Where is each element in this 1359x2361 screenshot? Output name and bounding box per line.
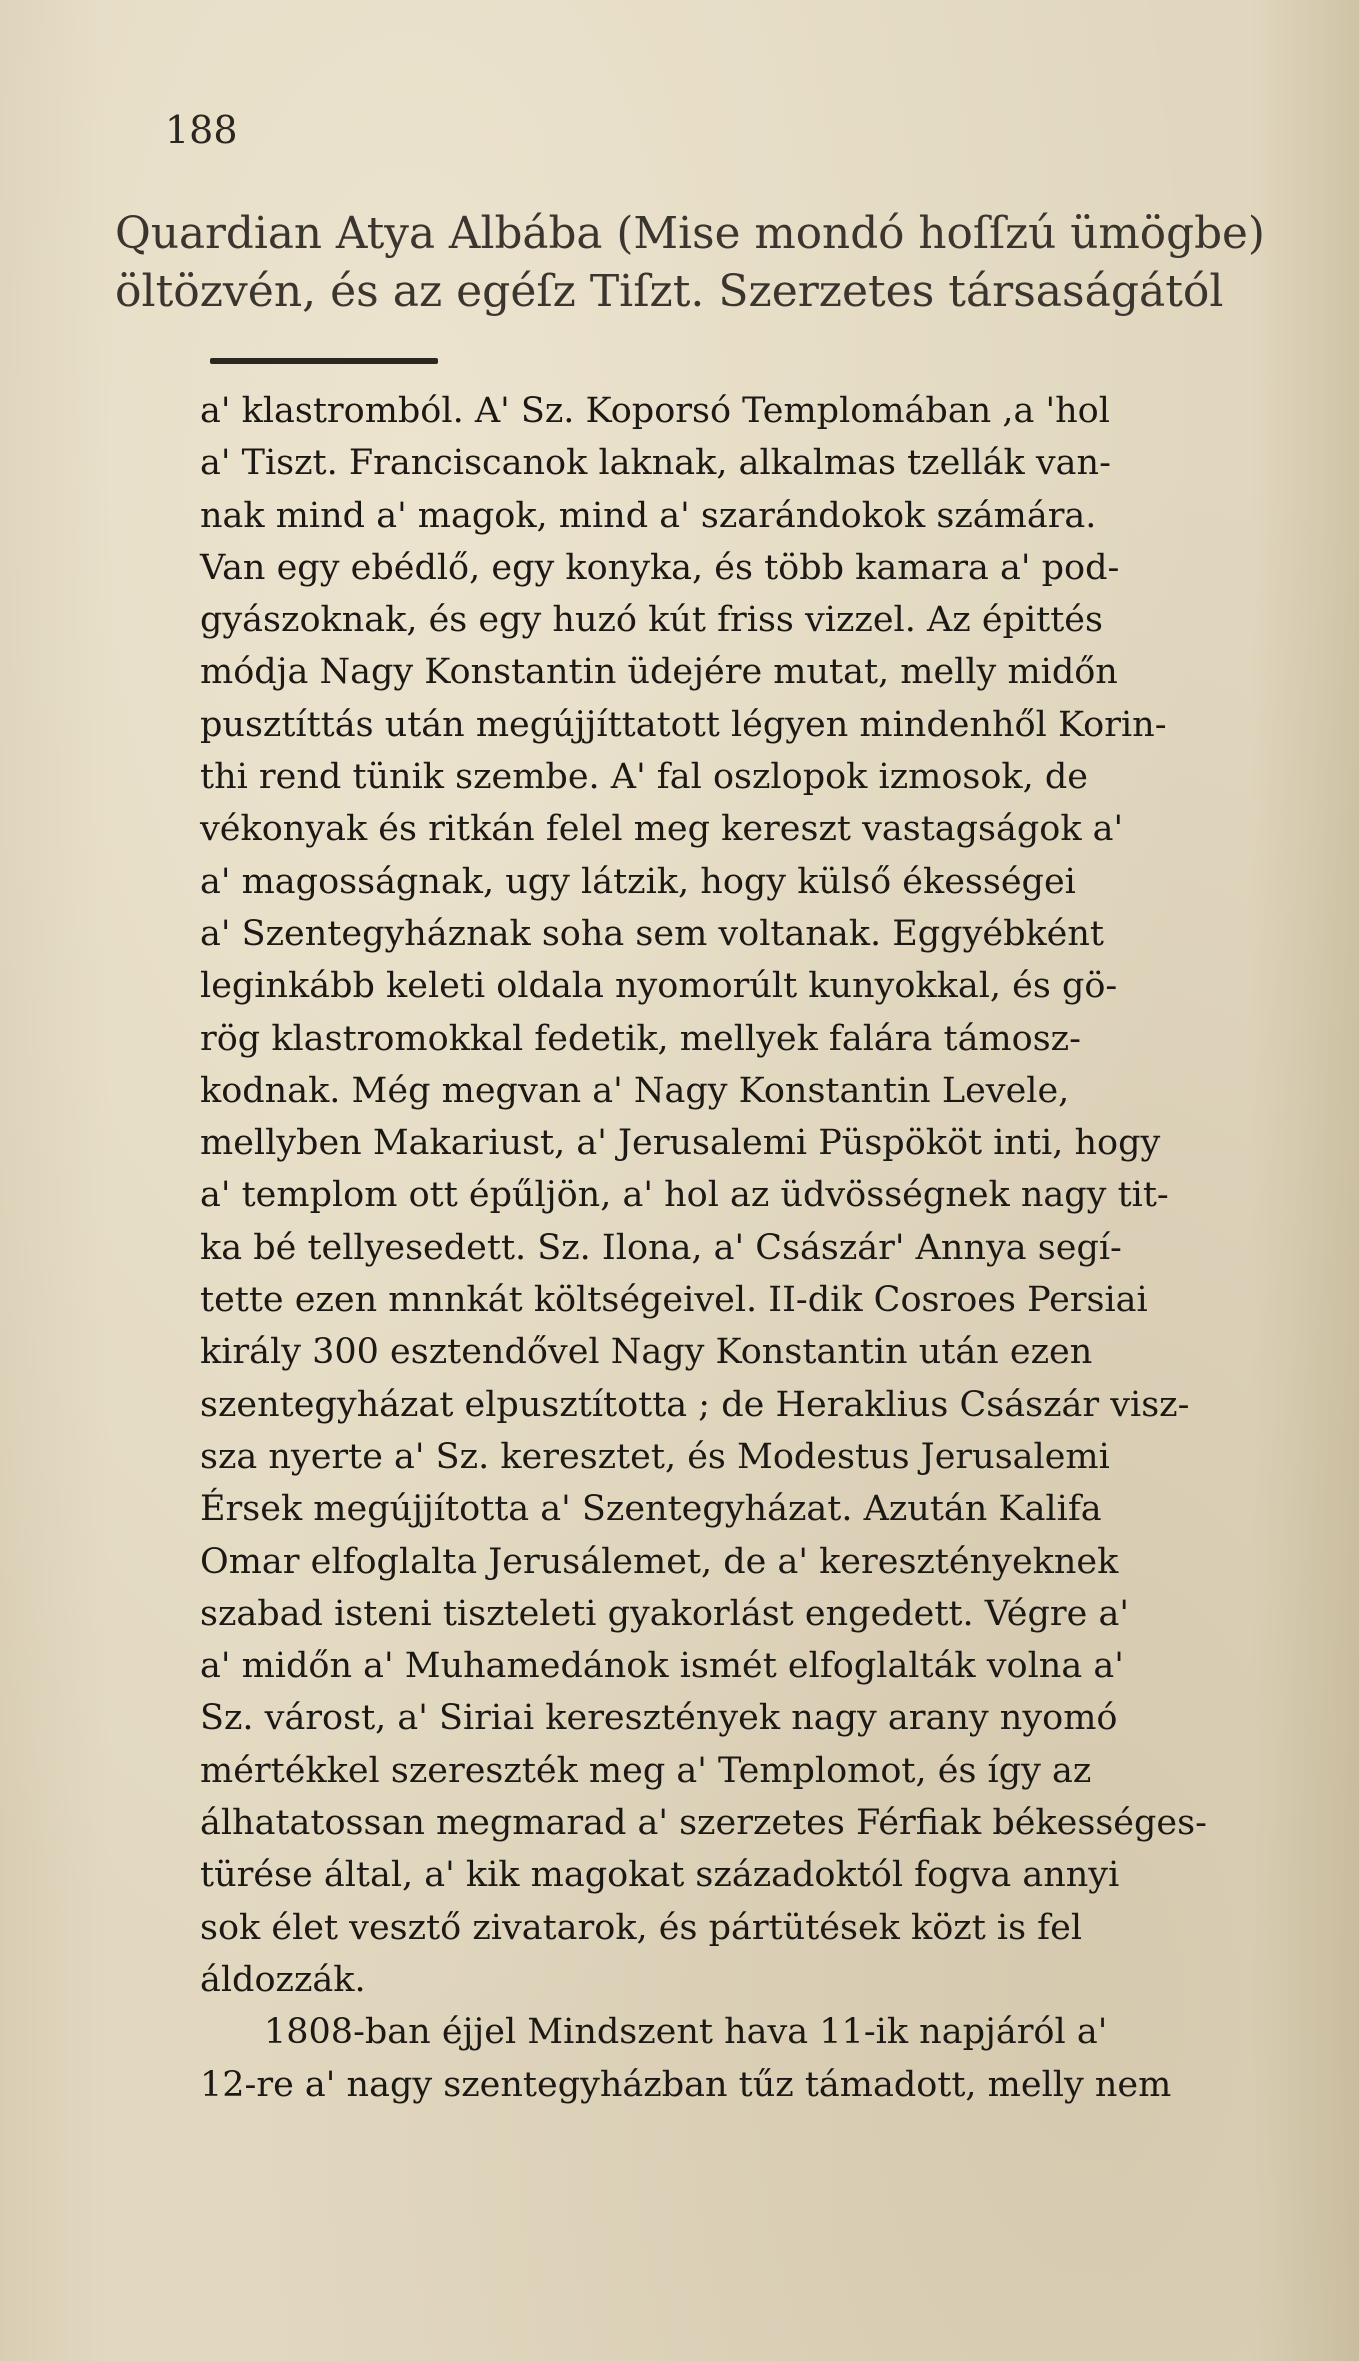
- text-line: a' midőn a' Muhamedánok ismét elfoglalták volna a': [200, 1646, 1124, 1687]
- text-line: a' templom ott épűljön, a' hol az üdvösségnek nagy tit-: [200, 1175, 1169, 1216]
- text-line: nak mind a' magok, mind a' szarándokok számára.: [200, 495, 1097, 536]
- text-line: Quardian Atya Albába (Mise mondó hoſſzú ümögbe): [115, 208, 1265, 259]
- text-line: Érsek megújjította a' Szentegyházat. Azután Kalifa: [200, 1489, 1102, 1530]
- text-line: álhatatossan megmarad a' szerzetes Férfiak békességes-: [200, 1803, 1207, 1844]
- text-line: a' Tiszt. Franciscanok laknak, alkalmas tzellák van-: [200, 443, 1111, 484]
- text-line: tette ezen mnnkát költségeivel. II-dik Cosroes Persiai: [200, 1280, 1148, 1321]
- text-line: 12-re a' nagy szentegyházban tűz támadott, melly nem: [200, 2064, 1172, 2105]
- text-line: a' magosságnak, ugy látzik, hogy külső ékességei: [200, 861, 1076, 902]
- text-line: mértékkel szereszték meg a' Templomot, és így az: [200, 1750, 1092, 1791]
- text-line: kodnak. Még megvan a' Nagy Konstantin Levele,: [200, 1070, 1070, 1111]
- text-line: szentegyházat elpusztította ; de Heraklius Császár visz-: [200, 1384, 1190, 1425]
- text-line: sza nyerte a' Sz. keresztet, és Modestus Jerusalemi: [200, 1436, 1110, 1477]
- text-line: vékonyak és ritkán felel meg kereszt vastagságok a': [200, 809, 1124, 850]
- text-line: Sz. várost, a' Siriai keresztények nagy arany nyomó: [200, 1698, 1118, 1739]
- text-line: a' klastromból. A' Sz. Koporsó Templomában ,a 'hol: [200, 391, 1110, 431]
- text-line: sok élet vesztő zivatarok, és pártütések közt is fel: [200, 1907, 1083, 1948]
- text-line: király 300 esztendővel Nagy Konstantin után ezen: [200, 1332, 1093, 1373]
- main-text: [200, 385, 1265, 2111]
- text-line: módja Nagy Konstantin üdejére mutat, melly midőn: [200, 652, 1118, 693]
- text-line: áldozzák.: [200, 1959, 366, 2000]
- text-line: öltözvén, és az egéſz Tiſzt. Szerzetes társaságától: [115, 266, 1224, 317]
- section-rule: [210, 358, 438, 364]
- text-line: 1808-ban éjjel Mindszent hava 11-ik napjáról a': [264, 2012, 1108, 2053]
- paragraph-1: [200, 385, 1265, 2006]
- text-line: türése által, a' kik magokat századoktól fogva annyi: [200, 1855, 1120, 1896]
- text-line: a' Szentegyháznak soha sem voltanak. Eggyébként: [200, 913, 1105, 954]
- text-line: pusztíttás után megújjíttatott légyen mindenhől Korin-: [200, 704, 1167, 745]
- text-line: rög klastromokkal fedetik, mellyek falára támosz-: [200, 1018, 1081, 1059]
- page-number: 188: [165, 108, 238, 152]
- text-line: leginkább keleti oldala nyomorúlt kunyokkal, és gö-: [200, 966, 1118, 1007]
- text-line: Van egy ebédlő, egy konyka, és több kamara a' pod-: [200, 547, 1120, 588]
- preceding-text: [115, 205, 1265, 321]
- text-line: thi rend tünik szembe. A' fal oszlopok izmosok, de: [200, 757, 1089, 798]
- text-line: mellyben Makariust, a' Jerusalemi Püspököt inti, hogy: [200, 1123, 1161, 1164]
- text-line: ka bé tellyesedett. Sz. Ilona, a' Császár' Annya segí-: [200, 1227, 1122, 1268]
- text-line: Omar elfoglalta Jerusálemet, de a' keresztényeknek: [200, 1541, 1119, 1582]
- text-line: gyászoknak, és egy huzó kút friss vizzel. Az épittés: [200, 600, 1103, 641]
- text-line: szabad isteni tiszteleti gyakorlást engedett. Végre a': [200, 1593, 1129, 1634]
- paragraph-2: [200, 2006, 1265, 2111]
